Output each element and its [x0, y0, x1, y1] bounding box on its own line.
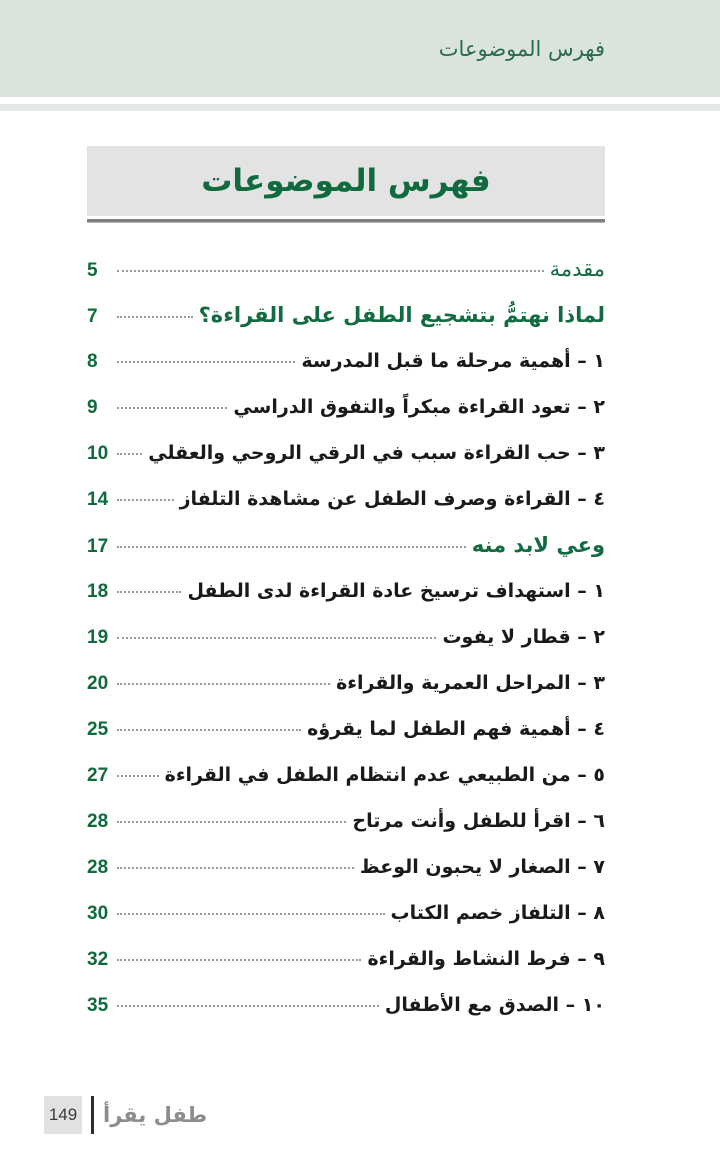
page-footer	[44, 1094, 207, 1136]
toc-entry-page-number: 7	[87, 306, 98, 327]
toc-entry[interactable]	[87, 903, 605, 949]
title-underline	[87, 219, 605, 223]
toc-leader-dots	[117, 958, 361, 961]
toc-entry-page-number: 9	[87, 397, 98, 418]
toc-entry-page-number: 18	[87, 581, 109, 602]
toc-leader-dots	[117, 360, 295, 363]
toc-leader-dots	[117, 545, 466, 548]
toc-entry-page-number: 30	[87, 903, 109, 924]
toc-entry-label: ٣ – حب القراءة سبب في الرقي الروحي والعقلي	[148, 442, 605, 464]
toc-entry[interactable]	[87, 535, 605, 581]
toc-entry-label: ٢ – تعود القراءة مبكراً والتفوق الدراسي	[233, 396, 605, 418]
toc-entry[interactable]	[87, 857, 605, 903]
toc-leader-dots	[117, 774, 159, 777]
footer-divider	[91, 1096, 94, 1134]
toc-entry-label: ١٠ – الصدق مع الأطفال	[384, 994, 605, 1016]
toc-leader-dots	[117, 498, 174, 501]
toc-entry[interactable]	[87, 765, 605, 811]
toc-entry-label: مقدمة	[549, 257, 605, 281]
toc-entry[interactable]	[87, 443, 605, 489]
toc-entry[interactable]	[87, 949, 605, 995]
toc-entry-page-number: 35	[87, 995, 109, 1016]
page-title-plate	[87, 146, 605, 216]
toc-leader-dots	[117, 728, 301, 731]
toc-leader-dots	[117, 682, 330, 685]
footer-book-title: طفل يقرأ	[103, 1103, 208, 1127]
toc-entry-page-number: 25	[87, 719, 109, 740]
toc-entry-label: ٣ – المراحل العمرية والقراءة	[336, 672, 605, 694]
running-header-title: فهرس الموضوعات	[438, 36, 605, 61]
toc-leader-dots	[117, 866, 354, 869]
toc-leader-dots	[117, 590, 181, 593]
toc-entry-page-number: 32	[87, 949, 109, 970]
toc-entry-label: ١ – أهمية مرحلة ما قبل المدرسة	[301, 350, 605, 372]
toc-entry-page-number: 20	[87, 673, 109, 694]
toc-leader-dots	[117, 406, 227, 409]
toc-entry-page-number: 19	[87, 627, 109, 648]
toc-entry-label: لماذا نهتمُّ بتشجيع الطفل على القراءة؟	[198, 303, 605, 327]
toc-leader-dots	[117, 636, 436, 639]
toc-entry-label: ٤ – القراءة وصرف الطفل عن مشاهدة التلفاز	[179, 488, 605, 510]
toc-entry-label: ٥ – من الطبيعي عدم انتظام الطفل في القراءة	[164, 764, 605, 786]
toc-entry[interactable]	[87, 673, 605, 719]
page-title: فهرس الموضوعات	[201, 163, 491, 199]
toc-leader-dots	[117, 452, 142, 455]
toc-leader-dots	[117, 1004, 379, 1007]
toc-entry[interactable]	[87, 397, 605, 443]
toc-entry-label: ٤ – أهمية فهم الطفل لما يقرؤه	[307, 718, 605, 740]
toc-entry[interactable]	[87, 995, 605, 1041]
toc-entry-label: وعي لابد منه	[471, 533, 605, 557]
table-of-contents	[87, 259, 605, 1041]
toc-entry-label: ٧ – الصغار لا يحبون الوعظ	[359, 856, 605, 878]
toc-entry-label: ١ – استهداف ترسيخ عادة القراءة لدى الطفل	[187, 580, 605, 602]
toc-entry-label: ٨ – التلفاز خصم الكتاب	[390, 902, 605, 924]
toc-entry[interactable]	[87, 581, 605, 627]
toc-entry[interactable]	[87, 305, 605, 351]
toc-entry-page-number: 8	[87, 351, 98, 372]
toc-entry[interactable]	[87, 489, 605, 535]
toc-leader-dots	[117, 269, 544, 272]
toc-entry-label: ٢ – قطار لا يفوت	[442, 626, 605, 648]
toc-entry[interactable]	[87, 811, 605, 857]
toc-entry-page-number: 17	[87, 536, 109, 557]
footer-page-number: 149	[44, 1096, 82, 1134]
toc-entry-page-number: 14	[87, 489, 109, 510]
toc-entry-page-number: 27	[87, 765, 109, 786]
toc-entry-label: ٦ – اقرأ للطفل وأنت مرتاح	[352, 810, 605, 832]
toc-entry[interactable]	[87, 351, 605, 397]
toc-leader-dots	[117, 912, 385, 915]
toc-entry[interactable]	[87, 627, 605, 673]
toc-leader-dots	[117, 315, 193, 318]
toc-entry-page-number: 28	[87, 857, 109, 878]
toc-entry-page-number: 28	[87, 811, 109, 832]
toc-entry-label: ٩ – فرط النشاط والقراءة	[367, 948, 605, 970]
toc-entry-page-number: 5	[87, 260, 98, 281]
toc-entry[interactable]	[87, 259, 605, 305]
toc-entry[interactable]	[87, 719, 605, 765]
toc-entry-page-number: 10	[87, 443, 109, 464]
toc-leader-dots	[117, 820, 346, 823]
